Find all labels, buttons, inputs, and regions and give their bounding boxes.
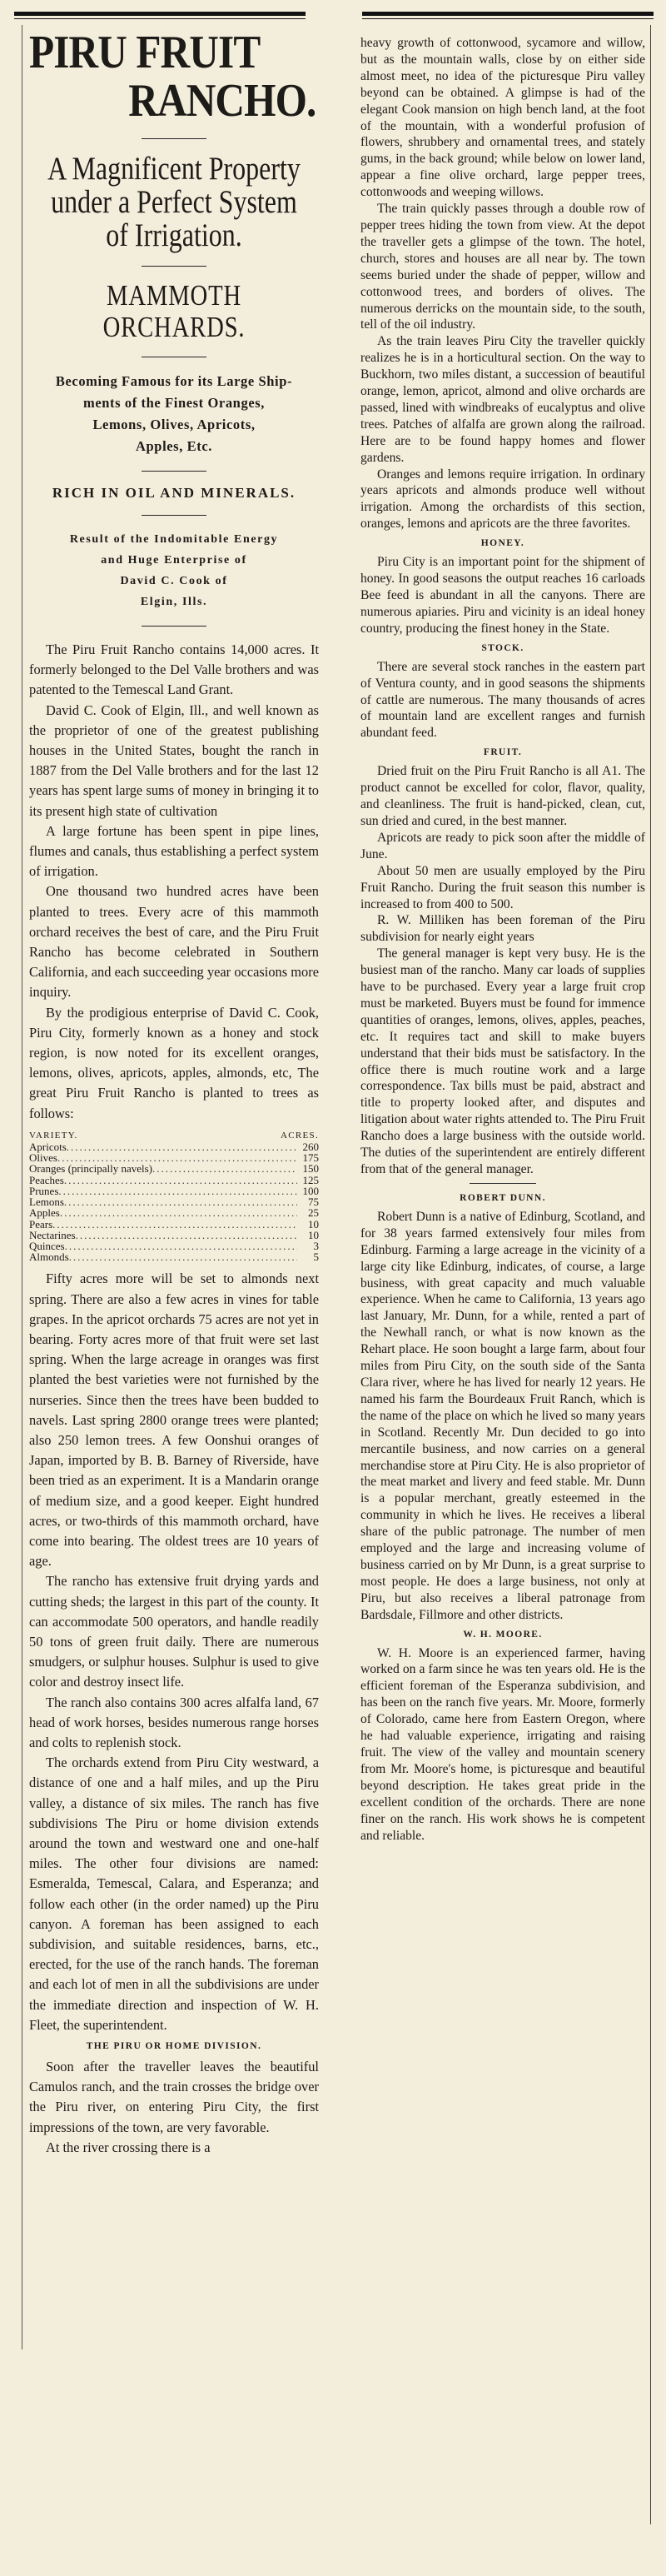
deck-line: Apples, Etc. <box>136 438 212 454</box>
top-rule-right <box>362 12 654 16</box>
rich-in-oil-heading: RICH IN OIL AND MINERALS. <box>52 485 296 501</box>
table-row <box>29 1141 319 1152</box>
divider <box>142 266 206 267</box>
acres-cell: 10 <box>308 1228 319 1241</box>
article-body-part-2 <box>29 1269 319 2035</box>
variety-cell: Peaches <box>29 1173 64 1186</box>
deck-line: ments of the Finest Oranges, <box>83 395 265 411</box>
divider <box>142 471 206 472</box>
paragraph: The ranch also contains 300 acres alfalfa land, 67 head of work horses, besides numerous range horses and colts to replenish stock. <box>29 1694 319 1750</box>
subheadline-line: A Magnificent Property <box>47 151 301 187</box>
section-heading: STOCK. <box>481 642 524 653</box>
leader-dots <box>60 1207 297 1218</box>
leader-dots <box>67 1141 297 1152</box>
acres-cell: 100 <box>302 1184 319 1197</box>
divider <box>142 138 206 139</box>
leader-dots <box>65 1241 297 1251</box>
acres-cell: 5 <box>313 1251 319 1264</box>
section-heading: ROBERT DUNN. <box>460 1192 546 1203</box>
subheadline-line: of Irrigation. <box>106 217 242 253</box>
paragraph: There are several stock ranches in the eastern part of Ventura county, and in good seasons the shipments of cattle are numerous. The many thousands of acres of mountain land are excellent ranges and furnish abundant feed. <box>360 659 645 741</box>
acres-cell: 125 <box>302 1173 319 1186</box>
leader-dots <box>76 1230 297 1241</box>
paragraph: The Piru Fruit Rancho contains 14,000 acres. It formerly belonged to the Del Valle brothers and was patented to the Temescal Land Grant. <box>29 642 319 698</box>
deck-line: David C. Cook of <box>120 575 228 587</box>
divider <box>142 515 206 516</box>
acres-cell: 25 <box>308 1206 319 1220</box>
paragraph: The general manager is kept very busy. He is the busiest man of the rancho. Many car loads of supplies have to be purchased. Every year a large fruit crop must be marketed. Buyers must be found for immence quantities of oranges, lemons, olives, apples, peaches, etc. It requires tact and skill to make buyers understand that their bids must be satisfactory. In the office there is much routine work and a large correspondence. Tax bills must be paid, abstract and title to property looked after, and disputes and litigation about water rights attended to. The Piru Fruit Rancho does a large business with the outside world. The duties of the superintendent are entirely different from that of the general manager. <box>360 946 645 1176</box>
paragraph: Robert Dunn is a native of Edinburg, Scotland, and for 38 years farmed extensively four miles from Edinburg. Farming a large acreage in the vicinity of a large city like Edinburg, indicates, of course, a large business, with great capacity and much valuable experience. When he came to California, 13 years ago last January, Mr. Dunn, for a while, rented a part of the Newhall ranch, or what is now known as the Rehart place. He soon bought a large farm, about four miles from Piru City, on the south side of the Santa Clara river, where he has lived for nearly 12 years. He named his farm the Bourdeaux Fruit Ranch, which is the name of the place on which he lived so many years in Scotland. Recently Mr. Dun decided to go into mercantile business, and now carries on a general merchandise store at Piru City. He is also proprietor of the meat market and livery and feed stable. Mr. Dunn is a popular merchant, greatly esteemed in the community in which he lives. He receives a liberal share of the public patronage. The number of men employed and the large and increasing volume of business carried on by Mr Dunn, is a great surprise to most people. He does a large business, not only at Piru, but also receives a liberal patronage from Bardsdale, Fillmore and other districts. <box>360 1209 645 1622</box>
paragraph: The orchards extend from Piru City westward, a distance of one and a half miles, and up the Piru valley, a distance of six miles. The ranch has five subdivisions The Piru or home division extends around the town and westward one and one-half miles. The other four divisions are named: Esmeralda, Temescal, Calara, and Esperanza; and follow each other (in the order named) up the Piru canyon. A foreman has been assigned to each subdivision, and suitable residences, barns, etc., erected, for the use of the ranch hands. The foreman and each lot of men in all the subdivisions are under the immediate direction and inspection of W. H. Fleet, the superintendent. <box>29 1755 319 2033</box>
table-row <box>29 1219 319 1230</box>
deck-line: Becoming Famous for its Large Ship- <box>55 373 293 389</box>
variety-cell: Olives <box>29 1151 57 1165</box>
variety-cell: Apricots <box>29 1141 67 1154</box>
leader-dots <box>58 1186 297 1196</box>
headline-line-1: PIRU FRUIT <box>29 27 261 78</box>
acres-cell: 260 <box>302 1141 319 1154</box>
table-row <box>29 1163 319 1174</box>
variety-cell: Oranges (principally navels) <box>29 1162 153 1176</box>
variety-cell: Quinces <box>29 1239 65 1252</box>
table-row <box>29 1186 319 1196</box>
table-row <box>29 1175 319 1186</box>
leader-dots <box>69 1251 297 1262</box>
table-row <box>29 1241 319 1251</box>
leader-dots <box>64 1175 297 1186</box>
acres-cell: 150 <box>302 1162 319 1176</box>
table-row <box>29 1207 319 1218</box>
paragraph: One thousand two hundred acres have been planted to trees. Every acre of this mammoth orchard receives the best of care, and the Piru Fruit Rancho has become celebrated in Southern California, and each succeeding year occasions more inquiry. <box>29 883 319 1001</box>
variety-cell: Prunes <box>29 1184 59 1197</box>
paragraph: Fifty acres more will be set to almonds next spring. There are also a few acres in vines for table grapes. In the apricot orchards 75 acres are not yet in bearing. Forty acres more of that fruit were set last spring. When the large acreage in oranges was first planted the best varieties were not furnished by the nurseries. Since then the trees have been budded to navels. Last spring 2800 orange trees were planted; also 250 lemon trees. A few Oonshui oranges of Japan, imported by B. B. Barney of Riverside, have been tried as an experiment. It is a Mandarin orange of medium size, and a good keeper. Eight hundred acres, or two-thirds of this mammoth orchard, have come into bearing. The oldest trees are 10 years of age. <box>29 1271 319 1570</box>
paragraph: heavy growth of cottonwood, sycamore and willow, but as the mountain walls, close by on either side almost meet, no idea of the picturesque Piru valley beyond can be obtained. A glimpse is had of the elegant Cook mansion on high bench land, at the foot of the mountain, with a wonderful profusion of flowers, shrubbery and ornamental trees, and stately gums, in the back ground; while below on lower land, appear a fine olive orchard, large pepper trees, cottonwoods and weeping willows. <box>360 36 645 200</box>
header-acres: ACRES. <box>280 1130 319 1141</box>
section-heading: HONEY. <box>480 538 525 549</box>
acres-cell: 75 <box>308 1196 319 1209</box>
article-body-part-1 <box>29 640 319 1124</box>
paragraph: David C. Cook of Elgin, Ill., and well known as the proprietor of one of the greatest publishing houses in the United States, bought the ranch in 1887 from the Del Valle brothers and for the last 12 years has spent large sums of money in bringing it to its present high state of cultivation <box>29 701 319 819</box>
paragraph: At the river crossing there is a <box>46 2139 211 2155</box>
table-row <box>29 1196 319 1207</box>
paragraph: Apricots are ready to pick soon after the middle of June. <box>360 830 645 861</box>
acres-cell: 10 <box>308 1217 319 1231</box>
becoming-famous-deck <box>29 371 319 457</box>
paragraph: The train quickly passes through a double row of pepper trees hiding the town from view. At the depot the traveller gets a glimpse of the town. The hotel, church, stores and houses are all near by. The town seems buried under the shade of pepper, willow and cottonwood trees, and borders of olives. The numerous derricks on the mountain side, to the south, tell of the oil industry. <box>360 202 645 332</box>
paragraph: R. W. Milliken has been foreman of the Piru subdivision for nearly eight years <box>360 913 645 945</box>
mammoth-orchards-heading: MAMMOTH ORCHARDS. <box>102 279 246 343</box>
acres-cell: 175 <box>302 1151 319 1165</box>
right-column <box>360 25 651 2524</box>
variety-cell: Lemons <box>29 1196 64 1209</box>
table-header <box>29 1131 319 1141</box>
headline-line-2: RANCHO. <box>128 75 316 127</box>
tree-acreage-table <box>29 1131 319 1262</box>
deck-line: Lemons, Olives, Apricots, <box>92 417 256 432</box>
divider <box>470 1183 536 1184</box>
acres-cell: 3 <box>313 1239 319 1252</box>
paragraph: A large fortune has been spent in pipe lines, flumes and canals, thus establishing a perfect system of irrigation. <box>29 822 319 880</box>
section-heading-home-division: THE PIRU OR HOME DIVISION. <box>86 2041 262 2052</box>
divider <box>142 626 206 627</box>
home-division-body <box>29 2057 319 2158</box>
paragraph: Soon after the traveller leaves the beautiful Camulos ranch, and the train crosses the bridge over the Piru river, on entering Piru City, the first impressions of the town, are very favorable. <box>29 2059 319 2135</box>
variety-cell: Almonds <box>29 1251 69 1264</box>
paragraph: The rancho has extensive fruit drying yards and cutting sheds; the largest in this part of the county. It can accommodate 500 operators, and handle readily 50 tons of green fruit daily. There are numerous smudgers, or sulphur houses. Sulphur is used to give color and destroy insect life. <box>29 1573 319 1690</box>
deck-line: and Huge Enterprise of <box>101 554 247 567</box>
left-column <box>22 25 319 2349</box>
paragraph: By the prodigious enterprise of David C. Cook, Piru City, formerly known as a honey and stock region, is now noted for its excellent oranges, lemons, olives, apricots, apples, almonds, etc, The great Piru Fruit Rancho is planted to trees as follows: <box>29 1004 319 1121</box>
deck-line: Result of the Indomitable Energy <box>69 533 279 546</box>
paragraph: As the train leaves Piru City the traveller quickly realizes he is in a horticultural section. On the way to Buckhorn, two miles distant, a succession of beautiful orange, lemon, apricot, almond and olive orchards are passed, lined with windbreaks of eucalyptus and olive trees. Patches of alfalfa are grown along the railroad. Here are to be found happy homes and flower gardens. <box>360 334 645 465</box>
deck-line: Elgin, Ills. <box>140 596 208 608</box>
leader-dots <box>64 1196 297 1207</box>
subheadline <box>29 152 319 252</box>
subheadline-line: under a Perfect System <box>51 184 297 220</box>
paragraph: About 50 men are usually employed by the Piru Fruit Rancho. During the fruit season this number is increased to from 400 to 500. <box>360 863 645 911</box>
table-row <box>29 1251 319 1262</box>
paragraph: Piru City is an important point for the shipment of honey. In good seasons the output reaches 16 carloads Bee feed is abundant in all the canyons. There are numerous apiaries. Piru and vicinity is an ideal honey country, producing the finest honey in the State. <box>360 555 645 636</box>
section-heading: FRUIT. <box>483 747 523 758</box>
result-deck <box>29 529 319 612</box>
table-row <box>29 1230 319 1241</box>
leader-dots <box>52 1219 297 1230</box>
variety-cell: Nectarines <box>29 1228 76 1241</box>
paragraph: Oranges and lemons require irrigation. In ordinary years apricots and almonds produce well without irrigation. Among the orchardists of this section, oranges, lemons and apricots are the three favorites. <box>360 467 645 532</box>
section-heading: W. H. MOORE. <box>463 1629 543 1640</box>
paragraph: Dried fruit on the Piru Fruit Rancho is all A1. The product cannot be excelled for color, flavor, quality, and cleanliness. The fruit is hand-picked, clean, cut, sun dried and cured, in the best manner. <box>360 764 645 828</box>
paragraph: W. H. Moore is an experienced farmer, having worked on a farm since he was ten years old. He is the efficient foreman of the Esperanza subdivision, and has been on the ranch five years. Mr. Moore, formerly of Colorado, came here from Eastern Oregon, where he had valuable experience, irrigating and raising fruit. The view of the valley and mountain scenery from Mr. Moore's home, is picturesque and beautiful beyond description. He takes great pride in the excellent condition of the orchards. There are none finer on the ranch. His work shows he is competent and reliable. <box>360 1645 645 1843</box>
top-rule-left <box>14 12 306 16</box>
variety-cell: Pears <box>29 1217 53 1231</box>
leader-dots <box>152 1163 297 1174</box>
variety-cell: Apples <box>29 1206 60 1220</box>
header-variety: VARIETY. <box>29 1130 78 1141</box>
